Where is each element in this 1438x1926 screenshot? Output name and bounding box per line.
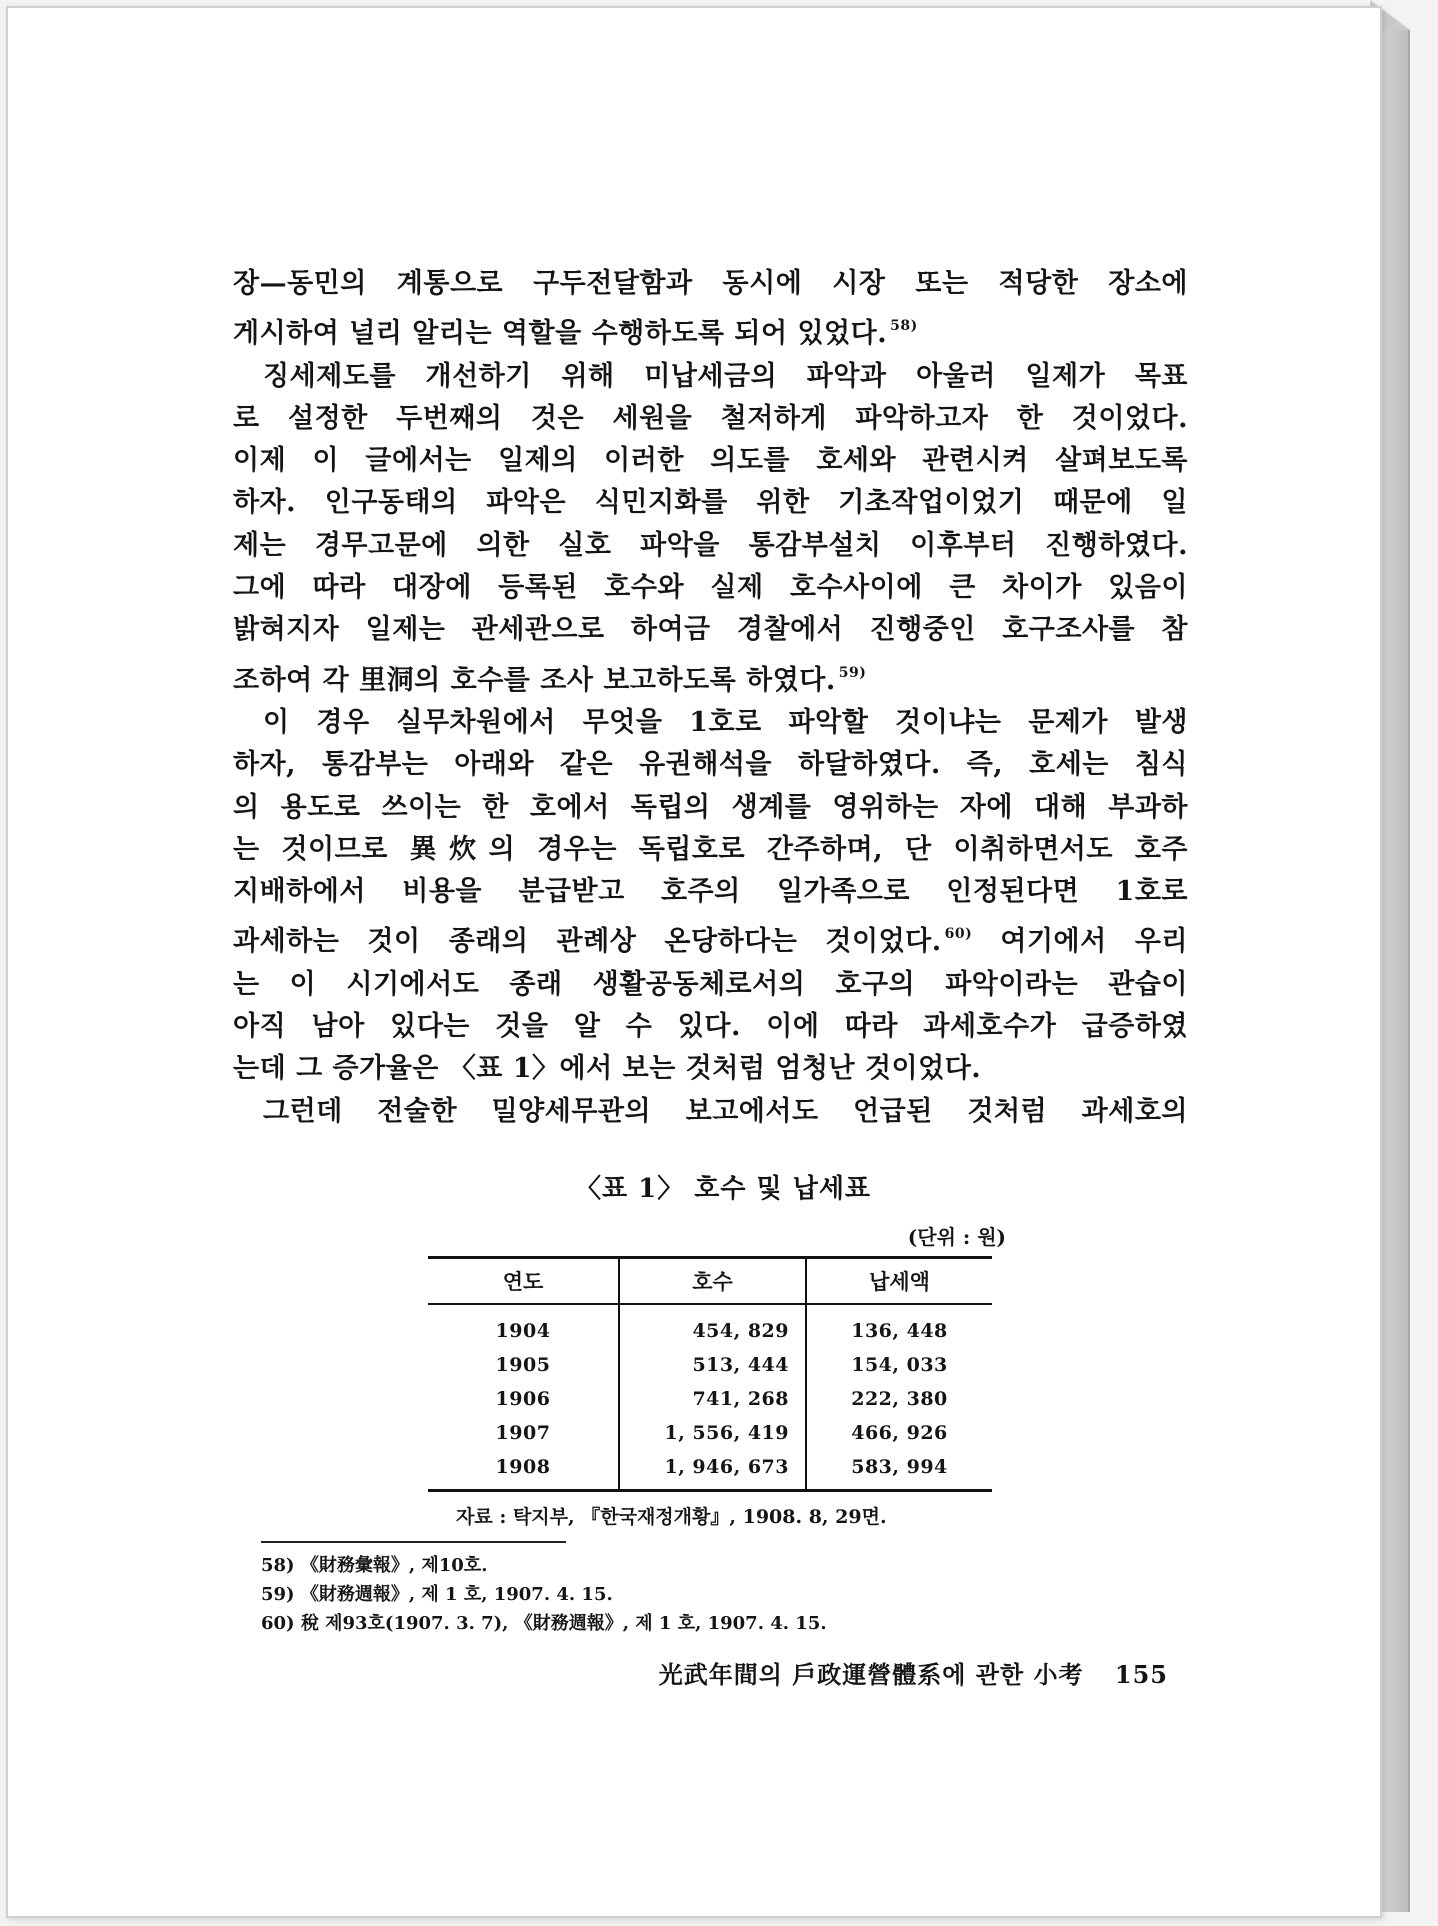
cell-households: 454, 829 <box>619 1304 806 1348</box>
body-line: 그에 따라 대장에 등록된 호수와 실제 호수사이에 큰 차이가 있음이 <box>233 572 1188 604</box>
body-line: 과세하는 것이 종래의 관례상 온당하다는 것이었다. $^{60)}$ 여기에서 우리 <box>233 926 1188 958</box>
body-line: 는 이 시기에서도 종래 생활공동체로서의 호구의 파악이라는 관습이 <box>233 968 1188 1000</box>
body-line: 하자, 통감부는 아래와 같은 유권해석을 하달하였다. 즉, 호세는 침식 <box>233 749 1188 781</box>
body-line: 밝혀지자 일제는 관세관으로 하여금 경찰에서 진행중인 호구조사를 참 <box>233 614 1188 646</box>
footnotes <box>261 1551 827 1638</box>
body-line: 게시하여 널리 알리는 역할을 수행하도록 되어 있었다. $^{58)}$ <box>233 318 918 350</box>
body-line: 이제 이 글에서는 일제의 이러한 의도를 호세와 관련시켜 살펴보도록 <box>233 445 1188 477</box>
cell-tax-amount: 466, 926 <box>851 1422 948 1444</box>
cell-year: 1908 <box>428 1450 619 1491</box>
document-page <box>6 6 1382 1918</box>
scanned-content <box>233 263 1188 1723</box>
footnote-divider <box>261 1541 566 1543</box>
cell-households: 741, 268 <box>619 1382 806 1416</box>
footnote-marker: 58) <box>890 318 918 335</box>
body-line: 징세제도를 개선하기 위해 미납세금의 파악과 아울러 일제가 목표 <box>263 360 1188 392</box>
column-header-year: 연도 <box>428 1258 619 1305</box>
data-table <box>428 1256 992 1492</box>
footnote-58: 58) 《財務彙報》, 제10호. <box>261 1555 488 1576</box>
body-line: 는 것이므로 異炊의 경우는 독립호로 간주하며, 단 이취하면서도 호주 <box>233 833 1188 865</box>
cell-households: 1, 946, 673 <box>619 1450 806 1491</box>
footnote-marker: 59) <box>838 664 867 681</box>
body-line: 아직 남아 있다는 것을 알 수 있다. 이에 따라 과세호수가 급증하였 <box>233 1011 1188 1043</box>
cell-tax-amount: 222, 380 <box>851 1388 948 1410</box>
cell-tax-amount: 136, 448 <box>851 1320 948 1342</box>
body-line: 조하여 각 里洞의 호수를 조사 보고하도록 하였다. $^{59)}$ <box>233 664 867 696</box>
body-line: 그런데 전술한 밀양세무관의 보고에서도 언급된 것처럼 과세호의 <box>263 1095 1188 1127</box>
cell-year: 1906 <box>428 1382 619 1416</box>
table-row <box>428 1304 992 1348</box>
table-row <box>428 1382 992 1416</box>
table-title: 〈표 1〉 호수 및 납세표 <box>574 1174 872 1204</box>
body-line: 의 용도로 쓰이는 한 호에서 독립의 생계를 영위하는 자에 대해 부과하 <box>233 791 1188 823</box>
table-source: 자료 : 탁지부, 『한국재정개황』, 1908. 8, 29면. <box>456 1506 887 1528</box>
running-footer-title: 光武年間의 戶政運營體系에 관한 小考 <box>658 1660 1084 1689</box>
cell-households: 513, 444 <box>619 1348 806 1382</box>
cell-year: 1905 <box>428 1348 619 1382</box>
table-unit: (단위 : 원) <box>907 1225 1006 1249</box>
body-line: 는데 그 증가율은 〈표 1〉에서 보는 것처럼 엄청난 것이었다. <box>233 1053 982 1085</box>
body-text <box>233 263 1188 1133</box>
body-line: 장—동민의 계통으로 구두전달함과 동시에 시장 또는 적당한 장소에 <box>233 268 1188 299</box>
table-row <box>428 1416 992 1450</box>
page-edge-shadow <box>1378 12 1410 1912</box>
column-header-tax-amount: 납세액 <box>806 1258 992 1305</box>
body-line: 로 설정한 두번째의 것은 세원을 철저하게 파악하고자 한 것이었다. <box>233 402 1188 434</box>
table-header-row <box>428 1258 992 1305</box>
cell-tax-amount: 154, 033 <box>851 1354 948 1376</box>
body-line: 하자. 인구동태의 파악은 식민지화를 위한 기초작업이었기 때문에 일 <box>233 487 1188 519</box>
footnote-59: 59) 《財務週報》, 제 1 호, 1907. 4. 15. <box>261 1584 613 1605</box>
cell-households: 1, 556, 419 <box>619 1416 806 1450</box>
cell-year: 1907 <box>428 1416 619 1450</box>
table-row <box>428 1450 992 1491</box>
table-row <box>428 1348 992 1382</box>
cell-year: 1904 <box>428 1304 619 1348</box>
page-number: 155 <box>1114 1660 1168 1689</box>
column-header-households: 호수 <box>619 1258 806 1305</box>
running-footer <box>659 1655 1168 1690</box>
body-line: 이 경우 실무차원에서 무엇을 1호로 파악할 것이냐는 문제가 발생 <box>263 706 1188 738</box>
table-1 <box>428 1168 1018 1529</box>
body-line: 지배하에서 비용을 분급받고 호주의 일가족으로 인정된다면 1호로 <box>233 876 1188 908</box>
footnote-60: 60) 稅 제93호(1907. 3. 7), 《財務週報》, 제 1 호, 1907. 4. 15. <box>261 1613 827 1634</box>
body-line: 제는 경무고문에 의한 실호 파악을 통감부설치 이후부터 진행하였다. <box>233 529 1188 561</box>
cell-tax-amount: 583, 994 <box>851 1456 948 1478</box>
footnote-marker: 60) <box>944 926 973 943</box>
